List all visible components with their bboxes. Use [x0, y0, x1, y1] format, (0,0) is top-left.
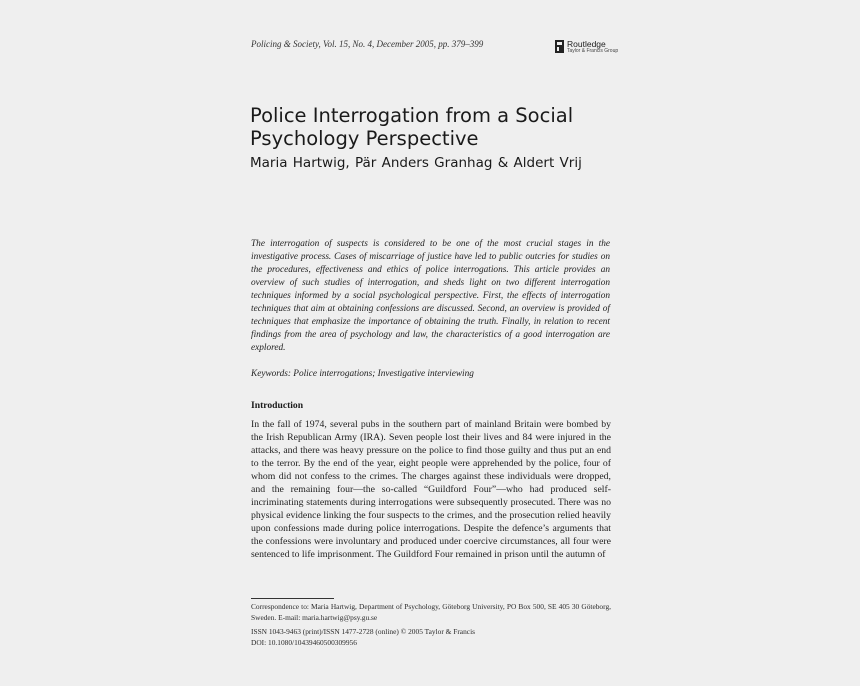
publisher-subtitle: Taylor & Francis Group — [567, 48, 619, 54]
publisher-name: Routledge — [567, 39, 606, 49]
correspondence-note: Correspondence to: Maria Hartwig, Department of Psychology, Göteborg University, PO Box 500, SE 405 30 Göteborg, Sweden. E-mail: maria.hartwig@psy.gu.se — [251, 602, 611, 622]
running-head: Policing & Society, Vol. 15, No. 4, December 2005, pp. 379–399 — [251, 39, 484, 49]
footnote-divider — [251, 598, 334, 599]
issn-line: ISSN 1043-9463 (print)/ISSN 1477-2728 (online) © 2005 Taylor & Francis — [251, 627, 475, 636]
section-heading-introduction: Introduction — [251, 400, 304, 411]
publisher-logo — [555, 40, 618, 54]
doi-line: DOI: 10.1080/10439460500309956 — [251, 638, 357, 647]
keywords: Keywords: Police interrogations; Investigative interviewing — [251, 369, 474, 379]
introduction-paragraph: In the fall of 1974, several pubs in the southern part of mainland Britain were bombed by the Irish Republican Army (IRA). Seven people lost their lives and 84 were injured in the attacks, and there was heavy pressure on the police to find those guilty and thus put an end to the terror. By the end of the year, eight people were apprehended by the police, four of whom did not confess to the crimes. The charges against these individuals were dropped, and the remaining four—the so-called “Guildford Four”—who had produced self-incriminating statements during interrogations were subsequently prosecuted. There was no physical evidence linking the four suspects to the crimes, and the prosecution relied heavily upon confessions made during police interrogations. Despite the defence’s arguments that the confessions were involuntary and produced under coercive circumstances, all four were sentenced to life imprisonment. The Guildford Four remained in prison until the autumn of — [251, 419, 611, 561]
routledge-logo-icon — [555, 40, 564, 53]
article-title: Police Interrogation from a Social Psychology Perspective — [250, 104, 574, 150]
article-authors: Maria Hartwig, Pär Anders Granhag & Aldert Vrij — [250, 155, 582, 171]
abstract: The interrogation of suspects is considered to be one of the most crucial stages in the investigative process. Cases of miscarriage of justice have led to public outcries for studies on the procedures, effectiveness and ethics of police interrogations. This article provides an overview of such studies of interrogation, and sheds light on two different interrogation techniques informed by a social psychological perspective. First, the effects of interrogation techniques that aim at obtaining confessions are discussed. Second, an overview is provided of techniques that emphasize the importance of obtaining the truth. Finally, in relation to recent findings from the area of psychology and law, the characteristics of a good interrogation are explored. — [251, 239, 610, 354]
